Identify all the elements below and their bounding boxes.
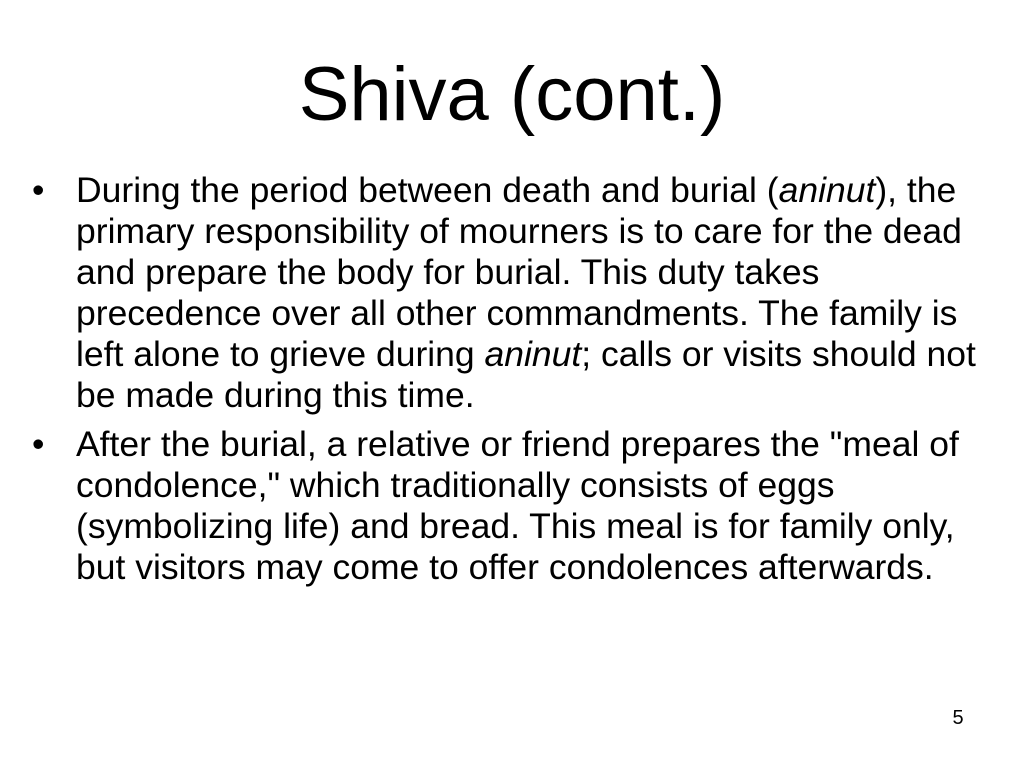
bullet-text [76, 424, 959, 587]
text-segment: ), the primary responsibility of mourners is to care for the dead and prepare the body for burial. This duty takes precedence over all other commandments. The family is left alone to grieve during [76, 170, 962, 374]
bullet-text [76, 170, 976, 415]
text-segment: During the period between death and burial ( [76, 170, 779, 210]
text-segment: ; calls or visits should not be made during this time. [76, 334, 976, 415]
text-segment: After the burial, a relative or friend prepares the "meal of condolence," which traditionally consists of eggs (symbolizing life) and bread. This meal is for family only, but visitors may come to offer condolences afterwards. [76, 424, 959, 587]
slide-number: 5 [952, 707, 964, 729]
bullet-list [30, 170, 1005, 596]
bullet-item-meal-of-condolence [30, 424, 1005, 588]
bullet-item-aninut [30, 170, 1005, 416]
term-aninut: aninut [484, 334, 582, 374]
bullet-icon: • [32, 170, 45, 210]
term-aninut: aninut [778, 170, 876, 210]
slide-title: Shiva (cont.) [298, 52, 726, 137]
bullet-icon: • [32, 424, 45, 464]
